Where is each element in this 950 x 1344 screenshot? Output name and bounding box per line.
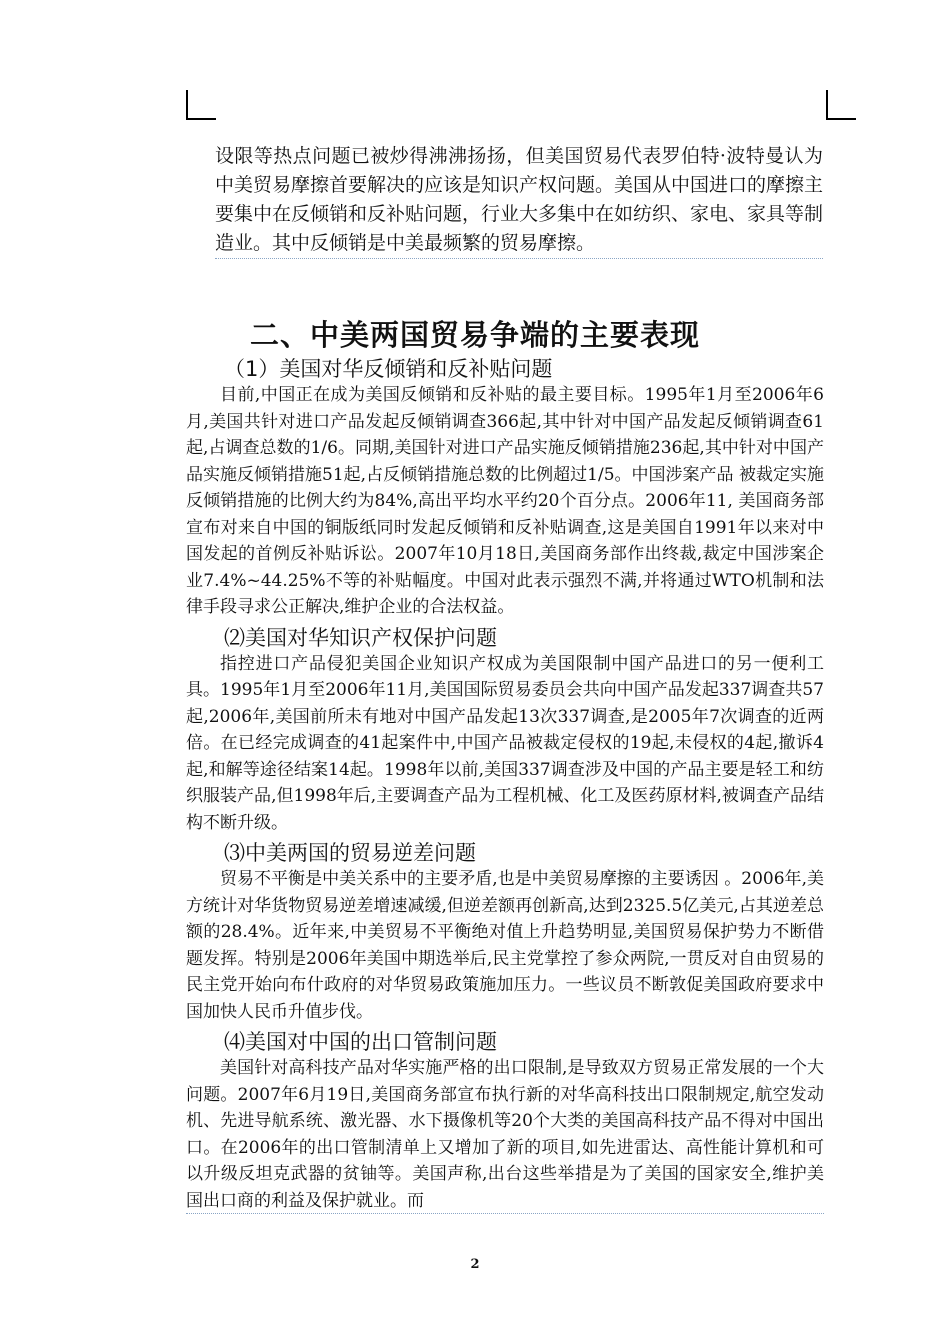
intro-paragraph: 设限等热点问题已被炒得沸沸扬扬，但美国贸易代表罗伯特·波特曼认为中美贸易摩擦首要解决的应该是知识产权问题。美国从中国进口的摩擦主要集中在反倾销和反补贴问题，行业大多集中在如纺织、家电、家具等制造业。其中反倾销是中美最频繁的贸易摩擦。 xyxy=(215,145,824,254)
dotted-separator xyxy=(215,258,823,259)
section-paragraph: 目前,中国正在成为美国反倾销和反补贴的最主要目标。1995年1月至2006年6月,美国共针对进口产品发起反倾销调查366起,其中针对中国产品发起反倾销调查61起,占调查总数的1/6。同期,美国针对进口产品实施反倾销措施236起,其中针对中国产品实施反倾销措施51起,占反倾销措施总数的比例超过1/5。中国涉案产品 被裁定实施反倾销措施的比例大约为84%,高出平均水平约20个百分点。2006年11, 美国商务部宣布对来自中国的铜版纸同时发起反倾销和反补贴调查,这是美国自1991年以来对中国发起的首例反补贴诉讼。2007年10月18日,美国商务部作出终裁,裁定中国涉案企业7.4%~44.25%不等的补贴幅度。中国对此表示强烈不满,并将通过WTO机制和法律手段寻求公正解决,维护企业的合法权益。 xyxy=(186,385,824,617)
section-paragraph: 美国针对高科技产品对华实施严格的出口限制,是导致双方贸易正常发展的一个大问题。2007年6月19日,美国商务部宣布执行新的对华高科技出口限制规定,航空发动机、先进导航系统、激光器、水下摄像机等20个大类的美国高科技产品不得对中国出口。在2006年的出口管制清单上又增加了新的项目,如先进雷达、高性能计算机和可以升级反坦克武器的贫铀等。美国声称,出台这些举措是为了美国的国家安全,维护美国出口商的利益及保护就业。而 xyxy=(186,1058,824,1211)
section-heading: （1）美国对华反倾销和反补贴问题 xyxy=(224,357,553,381)
section-heading: ⑶中美两国的贸易逆差问题 xyxy=(224,841,476,865)
page-number: 2 xyxy=(470,1257,480,1272)
section-1 xyxy=(186,356,824,621)
section-2 xyxy=(186,625,824,837)
crop-mark-top-right-h xyxy=(826,118,856,120)
section-3 xyxy=(186,840,824,1025)
page-title: 二、中美两国贸易争端的主要表现 xyxy=(249,318,700,352)
section-paragraph: 指控进口产品侵犯美国企业知识产权成为美国限制中国产品进口的另一便利工具。1995年1月至2006年11月,美国国际贸易委员会共向中国产品发起337调查共57起,2006年,美国前所未有地对中国产品发起13次337调查,是2005年7次调查的近两倍。在已经完成调查的41起案件中,中国产品被裁定侵权的19起,未侵权的4起,撤诉4起,和解等途径结案14起。1998年以前,美国337调查涉及中国的产品主要是轻工和纺织服装产品,但1998年后,主要调查产品为工程机械、化工及医药原材料,被调查产品结构不断升级。 xyxy=(186,653,824,833)
document-body xyxy=(186,356,824,1218)
crop-mark-top-left-h xyxy=(186,118,216,120)
section-4 xyxy=(186,1029,824,1214)
crop-mark-top-left-v xyxy=(186,90,188,120)
section-paragraph: 贸易不平衡是中美关系中的主要矛盾,也是中美贸易摩擦的主要诱因 。2006年,美方统计对华货物贸易逆差增速减缓,但逆差额再创新高,达到2325.5亿美元,占其逆差总额的28.4%。近年来,中美贸易不平衡绝对值上升趋势明显,美国贸易保护势力不断借题发挥。特别是2006年美国中期选举后,民主党掌控了参众两院,一贯反对自由贸易的民主党开始向布什政府的对华贸易政策施加压力。一些议员不断敦促美国政府要求中国加快人民币升值步伐。 xyxy=(186,869,824,1022)
section-heading: ⑵美国对华知识产权保护问题 xyxy=(224,625,497,650)
footer-dotted-separator xyxy=(186,1213,824,1214)
crop-mark-top-right-v xyxy=(826,90,828,120)
section-heading: ⑷美国对中国的出口管制问题 xyxy=(224,1030,497,1054)
